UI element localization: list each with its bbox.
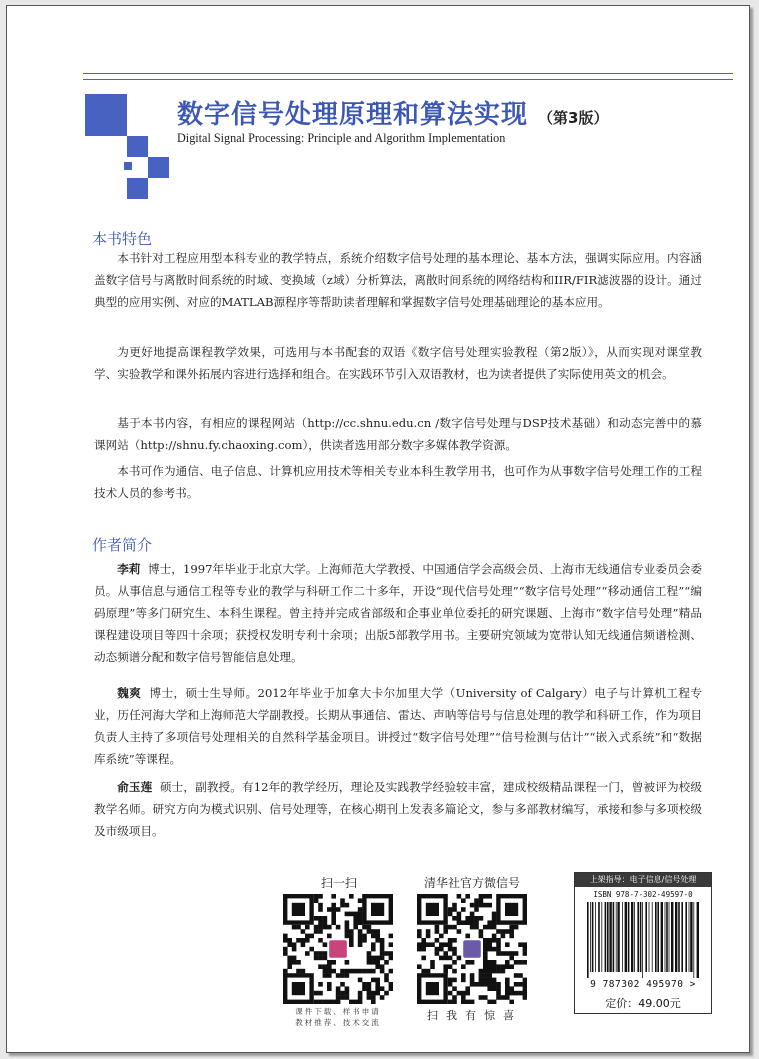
logo-square-medium-2	[148, 157, 169, 178]
author-entry	[94, 558, 702, 668]
author-bio: 博士，1997年毕业于北京大学。上海师范大学教授、中国通信学会高级会员、上海市无线通信专业委员会委员。从事信息与通信工程等专业的教学与科研工作二十多年，开设“现代信号处理”“数字信号处理”“移动通信工程”“编码原理”等多门研究生、本科生课程。曾主持并完成省部级和企事业单位委托的研究课题、上海市“数字信号处理”精品课程建设项目等四十余项；获授权发明专利十余项；出版5部教学用书。主要研究领域为宽带认知无线通信频谱检测、动态频谱分配和数字信号智能信息处理。	[94, 562, 702, 664]
features-paragraph: 本书针对工程应用型本科专业的教学特点，系统介绍数字信号处理的基本理论、基本方法，强调实际应用。内容涵盖数字信号与离散时间系统的时域、变换域（z域）分析算法，离散时间系统的网络结构和IIR/FIR滤波器的设计。通过典型的应用实例、对应的MATLAB源程序等帮助读者理解和掌握数字信号处理基础理论的基本应用。	[94, 251, 702, 309]
logo-square-medium-3	[127, 178, 148, 199]
author-entry	[94, 682, 702, 770]
qr-label-scan: 扫一扫	[320, 876, 357, 890]
author-bio: 博士，硕士生导师。2012年毕业于加拿大卡尔加里大学（University of Calgary）电子与计算机工程专业，历任河海大学和上海师范大学副教授。长期从事通信、雷达、声呐等信号与信息处理的教学和科研工作，作为项目负责人主持了多项信号处理相关的自然科学基金项目。讲授过“数字信号处理”“信号检测与估计”“嵌入式系统”和“数据库系统”等课程。	[94, 686, 702, 766]
logo-square-medium	[127, 136, 148, 157]
top-rule	[83, 73, 733, 74]
qr-code-resources[interactable]	[283, 894, 393, 1004]
author-name: 李莉	[117, 562, 141, 576]
features-paragraph: 基于本书内容，有相应的课程网站（http://cc.shnu.edu.cn /数字信号处理与DSP技术基础）和动态完善中的慕课网站（http://shnu.fy.chaoxing.com），供读者选用部分数字多媒体教学资源。	[94, 416, 702, 452]
edition-label: （第3版）	[538, 109, 609, 127]
qr-label-wechat: 清华社官方微信号	[423, 876, 520, 890]
back-cover	[6, 5, 750, 1053]
barcode-digits: 9 787302 495970 >	[590, 979, 696, 990]
barcode-box	[574, 872, 712, 1014]
features-paragraph: 本书可作为通信、电子信息、计算机应用技术等相关专业本科生教学用书，也可作为从事数字信号处理工作的工程技术人员的参考书。	[94, 464, 702, 500]
logo-square-large	[85, 94, 127, 136]
qr-caption-resources: 课件下载、样书申请 教材推荐、技术交流	[295, 1007, 381, 1027]
author-name: 魏爽	[117, 686, 142, 700]
features-heading: 本书特色	[92, 230, 153, 248]
author-entry	[94, 776, 702, 842]
qr-code-wechat[interactable]	[417, 894, 527, 1004]
price-label: 定价：49.00元	[605, 997, 681, 1010]
qr-caption-wechat: 扫我有惊喜	[427, 1009, 522, 1022]
shelving-category: 上架指导：电子信息/信号处理	[575, 873, 711, 887]
author-bio: 硕士，副教授。有12年的教学经历，理论及实践教学经验较丰富，建成校级精品课程一门，曾被评为校级教学名师。研究方向为模式识别、信号处理等，在核心期刊上发表多篇论文，参与多部教材编写，承接和参与多项校级及市级项目。	[94, 780, 702, 838]
logo-square-small	[124, 162, 132, 170]
author-name: 俞玉莲	[117, 780, 153, 794]
isbn-text: ISBN 978-7-302-49597-0	[593, 890, 693, 899]
authors-heading: 作者简介	[92, 536, 153, 554]
top-rule-2	[83, 79, 733, 80]
isbn-barcode	[585, 902, 701, 978]
features-paragraph: 为更好地提高课程教学效果，可选用与本书配套的双语《数字信号处理实验教程（第2版）》，从而实现对课堂教学、实验教学和课外拓展内容进行选择和组合。在实践环节引入双语教材，也为读者提供了实际使用英文的机会。	[94, 345, 702, 381]
book-title-english: Digital Signal Processing: Principle and Algorithm Implementation	[177, 131, 506, 145]
book-title: 数字信号处理原理和算法实现 （第3版）	[177, 100, 609, 130]
